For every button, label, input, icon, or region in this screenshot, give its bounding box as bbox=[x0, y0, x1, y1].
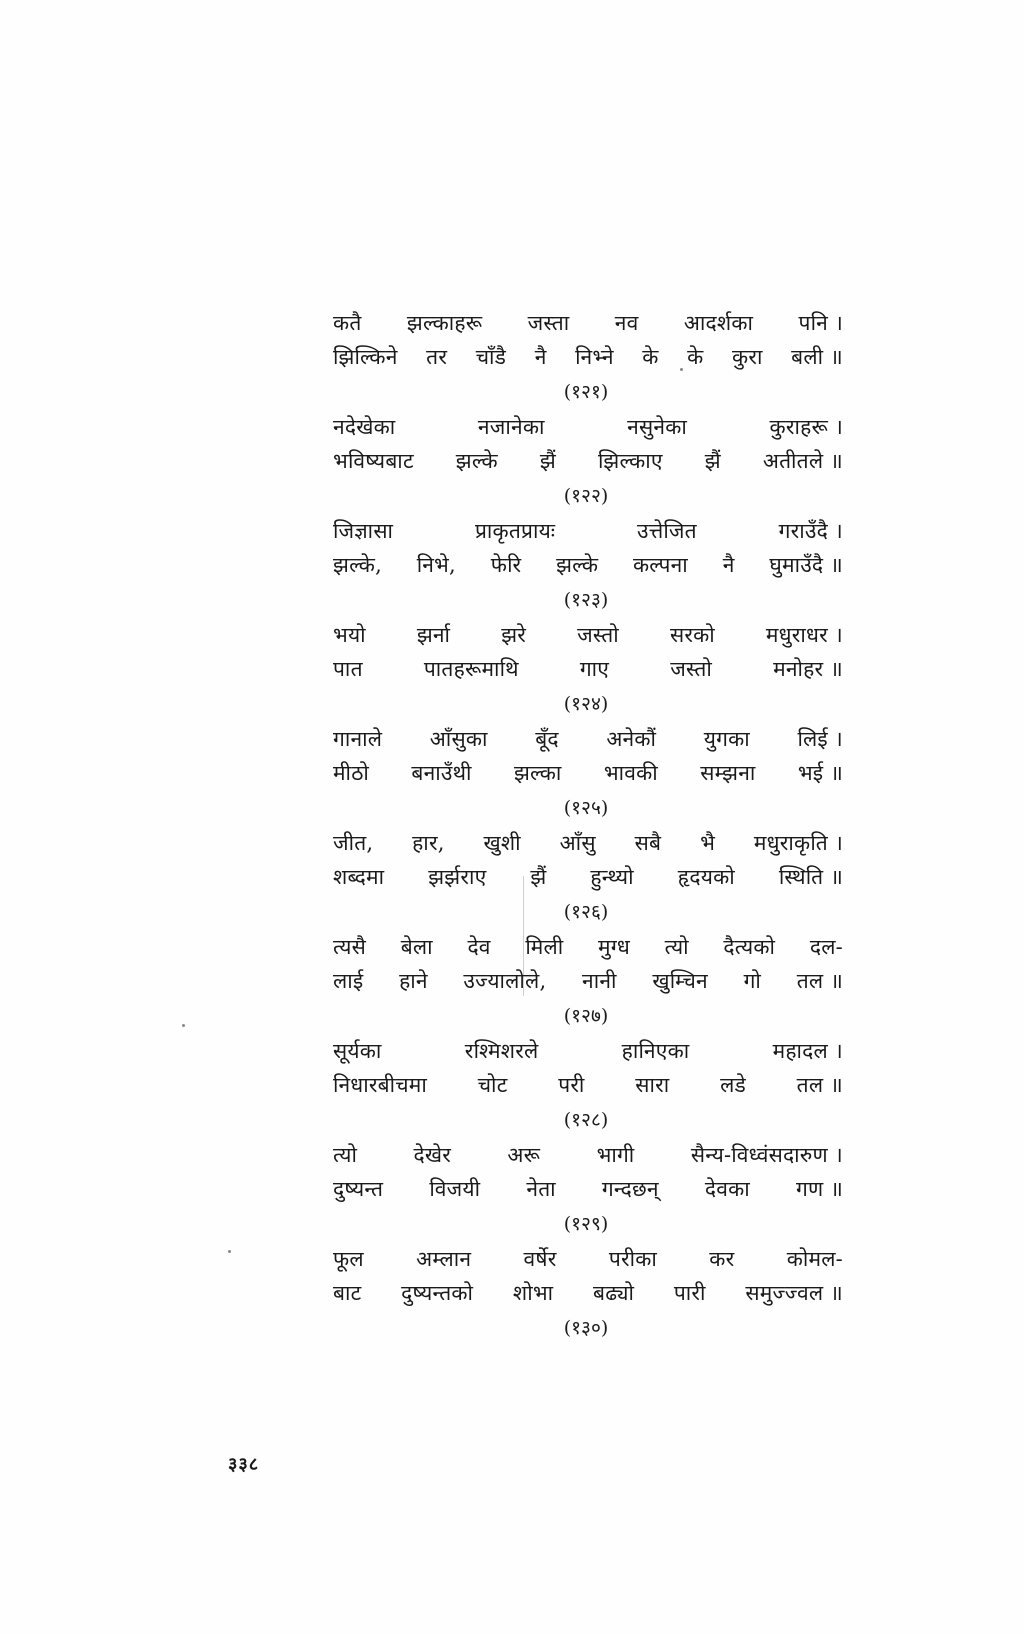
verse-word: कर bbox=[709, 1247, 735, 1271]
verse-word: नदेखेका bbox=[333, 415, 396, 439]
verse-word: तल ॥ bbox=[796, 1073, 843, 1097]
verse-stanza bbox=[333, 1138, 843, 1242]
verse-word: सैन्य-विध्वंसदारुण । bbox=[690, 1143, 843, 1167]
verse-word: परी bbox=[558, 1073, 585, 1097]
verse-word: वर्षेर bbox=[523, 1247, 557, 1271]
verse-word: झल्के, bbox=[333, 553, 382, 577]
verse-word: जस्तो bbox=[670, 657, 712, 681]
verse-word: भविष्यबाट bbox=[333, 449, 414, 473]
verse-word: के bbox=[642, 345, 659, 369]
verse-line bbox=[333, 860, 843, 894]
verse-word: झर्झराए bbox=[428, 865, 487, 889]
verse-word: देव bbox=[467, 935, 491, 959]
verse-word: झरे bbox=[501, 623, 527, 647]
verse-word: घुमाउँदै ॥ bbox=[769, 553, 843, 577]
verse-stanza bbox=[333, 306, 843, 410]
verse-word: फेरि bbox=[490, 553, 522, 577]
verse-number: (१२३) bbox=[563, 589, 609, 611]
verse-line bbox=[333, 514, 843, 548]
verse-word: अतीतले ॥ bbox=[762, 449, 843, 473]
verse-stanza bbox=[333, 722, 843, 826]
verse-line bbox=[333, 964, 843, 998]
verse-word: शब्दमा bbox=[333, 865, 385, 889]
verse-word: अरू bbox=[507, 1143, 541, 1167]
verse-word: हानिएका bbox=[621, 1039, 690, 1063]
verse-word: कुराहरू । bbox=[769, 415, 843, 439]
verse-stanza bbox=[333, 826, 843, 930]
verse-word: आँसुका bbox=[429, 727, 488, 751]
verse-word: दैत्यको bbox=[723, 935, 776, 959]
verse-word: झल्काहरू bbox=[406, 311, 483, 335]
verse-line bbox=[333, 1242, 843, 1276]
verse-word: हाने bbox=[399, 969, 428, 993]
verse-line bbox=[333, 1276, 843, 1310]
verse-word: झल्का bbox=[513, 761, 562, 785]
verse-word: सरको bbox=[669, 623, 715, 647]
verse-word: अनेकौं bbox=[606, 727, 657, 751]
verse-word: मनोहर ॥ bbox=[773, 657, 843, 681]
verse-word: कुरा bbox=[732, 345, 763, 369]
verse-word: परीका bbox=[608, 1247, 657, 1271]
verse-word: सबै bbox=[634, 831, 662, 855]
verse-word: नव bbox=[614, 311, 639, 335]
verse-word: महादल । bbox=[772, 1039, 843, 1063]
verse-number: (१२८) bbox=[563, 1109, 609, 1131]
verse-stanza bbox=[333, 1242, 843, 1346]
verse-word: भागी bbox=[596, 1143, 635, 1167]
verse-word: समुज्ज्वल ॥ bbox=[745, 1281, 843, 1305]
page-number: ३३८ bbox=[228, 1454, 260, 1475]
verse-stanza bbox=[333, 618, 843, 722]
verse-word: खुम्चिन bbox=[652, 969, 708, 993]
verse-word: झर्ना bbox=[416, 623, 451, 647]
verse-word: झिल्किने bbox=[333, 345, 398, 369]
verse-line bbox=[333, 340, 843, 374]
verse-stanza bbox=[333, 410, 843, 514]
verse-word: बाट bbox=[333, 1281, 362, 1305]
verse-word: हृदयको bbox=[677, 865, 735, 889]
verse-word: गानाले bbox=[333, 727, 383, 751]
verse-word: त्यसै bbox=[333, 935, 367, 959]
verse-line bbox=[333, 722, 843, 756]
verse-stanza bbox=[333, 514, 843, 618]
verse-word: तल ॥ bbox=[796, 969, 843, 993]
verse-word: झैं bbox=[539, 449, 556, 473]
verse-word: बढ्यो bbox=[593, 1281, 635, 1305]
verse-word: झल्के bbox=[556, 553, 599, 577]
verse-line bbox=[333, 930, 843, 964]
verse-word: झिल्काए bbox=[597, 449, 663, 473]
verse-word: नानी bbox=[582, 969, 617, 993]
verse-word: सारा bbox=[635, 1073, 670, 1097]
verse-word: बनाउँथी bbox=[411, 761, 472, 785]
verse-word: झैं bbox=[704, 449, 721, 473]
verse-stanza bbox=[333, 930, 843, 1034]
scan-speck bbox=[182, 1024, 185, 1027]
verse-word: निभे, bbox=[416, 553, 456, 577]
verse-number: (१२२) bbox=[563, 485, 609, 507]
verse-number: (१२४) bbox=[563, 693, 609, 715]
verse-number: (१३०) bbox=[563, 1317, 609, 1339]
verse-word: अम्लान bbox=[416, 1247, 472, 1271]
verse-word: पातहरूमाथि bbox=[423, 657, 519, 681]
verse-word: नसुनेका bbox=[627, 415, 687, 439]
verse-word: पारी bbox=[673, 1281, 706, 1305]
verse-word: झैं bbox=[530, 865, 547, 889]
verse-word: खुशी bbox=[483, 831, 521, 855]
verse-word: नै bbox=[534, 345, 547, 369]
verse-word: जीत, bbox=[333, 831, 374, 855]
verse-word: दुष्यन्तको bbox=[401, 1281, 474, 1305]
verse-line bbox=[333, 1172, 843, 1206]
verse-word: निधारबीचमा bbox=[333, 1073, 427, 1097]
verse-word: सम्झना bbox=[700, 761, 756, 785]
verse-word: गन्दछन् bbox=[601, 1177, 659, 1201]
verse-number: (१२५) bbox=[563, 797, 609, 819]
verse-word: जस्तो bbox=[577, 623, 619, 647]
verse-word: गराउँदै । bbox=[778, 519, 843, 543]
verse-word: कोमल- bbox=[786, 1247, 843, 1271]
verse-word: नेता bbox=[526, 1177, 556, 1201]
verse-word: पनि । bbox=[798, 311, 843, 335]
verse-word: रश्मिशरले bbox=[464, 1039, 539, 1063]
verse-word: गो bbox=[743, 969, 762, 993]
verse-word: मिली bbox=[525, 935, 564, 959]
verse-word: मीठो bbox=[333, 761, 370, 785]
verse-line bbox=[333, 548, 843, 582]
verse-line bbox=[333, 306, 843, 340]
verse-word: स्थिति ॥ bbox=[778, 865, 843, 889]
verse-stanza bbox=[333, 1034, 843, 1138]
verse-word: विजयी bbox=[429, 1177, 481, 1201]
verse-word: जिज्ञासा bbox=[333, 519, 394, 543]
verse-word: बली ॥ bbox=[791, 345, 843, 369]
verse-word: मधुराधर । bbox=[765, 623, 843, 647]
verse-word: गण ॥ bbox=[795, 1177, 843, 1201]
verse-word: युगका bbox=[703, 727, 750, 751]
verse-word: उज्यालोले, bbox=[463, 969, 547, 993]
verse-line bbox=[333, 756, 843, 790]
verse-word: पात bbox=[333, 657, 363, 681]
verse-word: प्राकृतप्रायः bbox=[474, 519, 556, 543]
verse-word: देवका bbox=[704, 1177, 750, 1201]
verse-number: (१२७) bbox=[563, 1005, 609, 1027]
verse-line bbox=[333, 410, 843, 444]
verse-word: निभ्ने bbox=[575, 345, 614, 369]
verse-word: बेला bbox=[400, 935, 433, 959]
verse-word: शोभा bbox=[512, 1281, 554, 1305]
verse-word: भयो bbox=[333, 623, 366, 647]
verse-number: (१२६) bbox=[563, 901, 609, 923]
verse-line bbox=[333, 1068, 843, 1102]
verse-word: देखेर bbox=[413, 1143, 452, 1167]
verse-word: मधुराकृति । bbox=[753, 831, 843, 855]
verse-word: चोट bbox=[477, 1073, 508, 1097]
scan-speck bbox=[228, 1250, 231, 1253]
verse-word: उत्तेजित bbox=[637, 519, 697, 543]
verse-line bbox=[333, 1034, 843, 1068]
verse-word: आँसु bbox=[559, 831, 596, 855]
verse-word: दल- bbox=[809, 935, 843, 959]
verse-word: लिई । bbox=[797, 727, 843, 751]
verse-number: (१२९) bbox=[563, 1213, 609, 1235]
verse-word: नजानेका bbox=[477, 415, 545, 439]
verse-word: जस्ता bbox=[527, 311, 570, 335]
verse-word: चाँडै bbox=[475, 345, 507, 369]
verse-word: कल्पना bbox=[632, 553, 688, 577]
verse-word: नै bbox=[722, 553, 735, 577]
verse-word: सूर्यका bbox=[333, 1039, 382, 1063]
verse-block bbox=[333, 306, 843, 1346]
verse-word: त्यो bbox=[664, 935, 689, 959]
verse-word: फूल bbox=[333, 1247, 364, 1271]
verse-word: भावकी bbox=[603, 761, 658, 785]
verse-word: के bbox=[687, 345, 704, 369]
verse-word: दुष्यन्त bbox=[333, 1177, 384, 1201]
verse-line bbox=[333, 618, 843, 652]
verse-line bbox=[333, 1138, 843, 1172]
verse-word: कतै bbox=[333, 311, 362, 335]
verse-word: भै bbox=[700, 831, 716, 855]
verse-word: झल्के bbox=[455, 449, 498, 473]
verse-line bbox=[333, 826, 843, 860]
verse-word: गाए bbox=[579, 657, 610, 681]
verse-word: हार, bbox=[412, 831, 445, 855]
verse-word: बूँद bbox=[535, 727, 559, 751]
verse-word: हुन्थ्यो bbox=[590, 865, 634, 889]
verse-word: त्यो bbox=[333, 1143, 358, 1167]
verse-word: भई ॥ bbox=[797, 761, 843, 785]
verse-word: मुग्ध bbox=[598, 935, 631, 959]
verse-number: (१२१) bbox=[563, 381, 609, 403]
verse-word: लडे bbox=[720, 1073, 746, 1097]
verse-word: लाई bbox=[333, 969, 364, 993]
verse-line bbox=[333, 444, 843, 478]
verse-line bbox=[333, 652, 843, 686]
verse-word: आदर्शका bbox=[683, 311, 754, 335]
verse-word: तर bbox=[426, 345, 448, 369]
